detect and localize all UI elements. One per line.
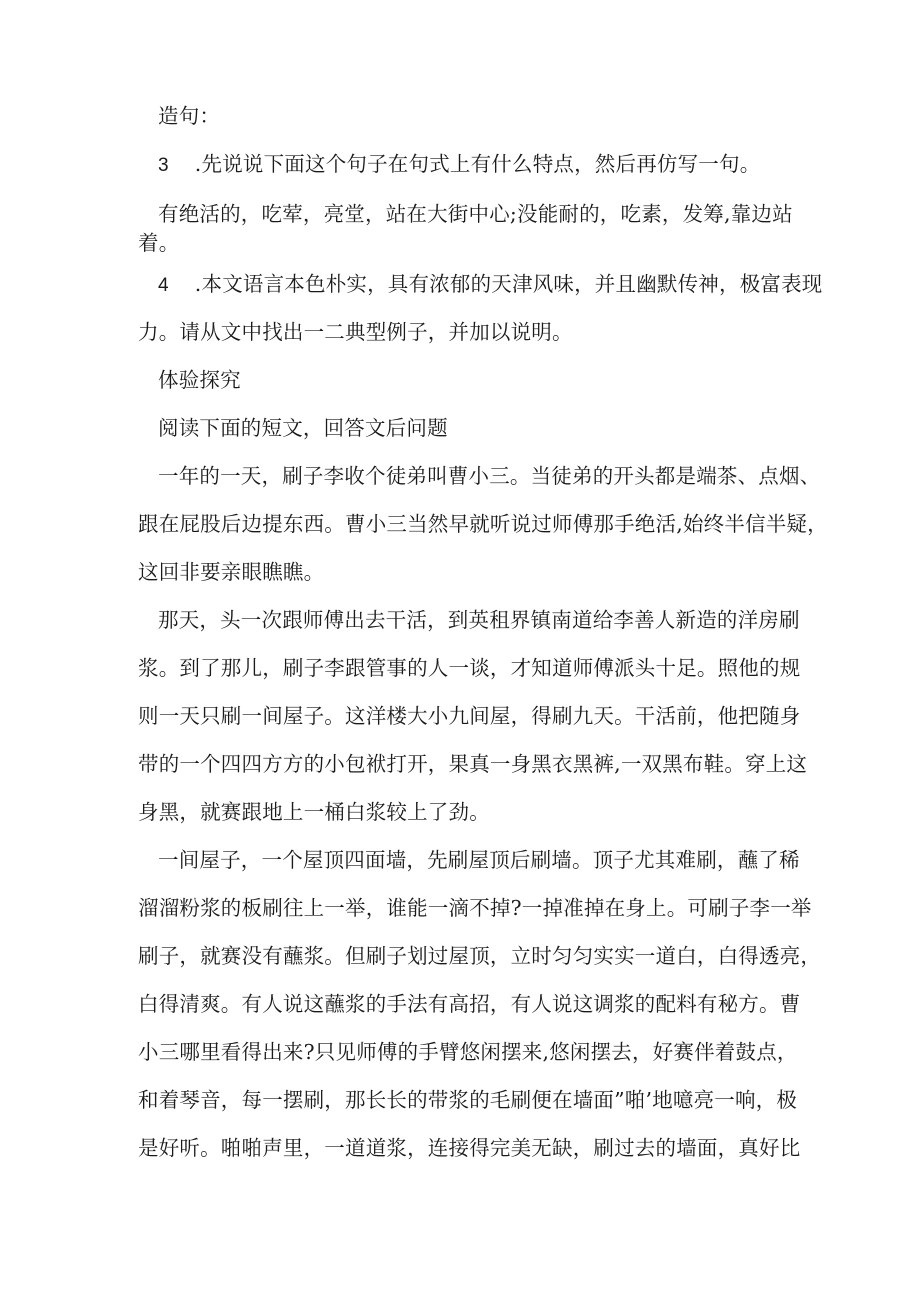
passage-p3-line-3: 刷子，就赛没有蘸浆。但刷子划过屋顶，立时匀匀实实一道白，白得透亮，: [138, 944, 822, 968]
reading-instruction: 阅读下面的短文，回答文后问题: [158, 416, 448, 440]
question-3: [158, 150, 760, 180]
passage-p2-line-5: 身黑，就赛跟地上一桶白浆较上了劲。: [138, 800, 490, 824]
question-4-line-2: 力。请从文中找出一二典型例子，并加以说明。: [138, 320, 573, 344]
example-sentence-line-1: 有绝活的，吃荤，亮堂，站在大街中心;没能耐的，吃素，发筹,靠边站: [158, 202, 793, 226]
passage-p2-line-3: 则一天只刷一间屋子。这洋楼大小九间屋，得刷九天。干活前，他把随身: [138, 704, 801, 728]
passage-p2-line-2: 浆。到了那儿，刷子李跟管事的人一谈，才知道师傅派头十足。照他的规: [138, 656, 801, 680]
passage-p2-line-1: 那天，头一次跟师傅出去干活，到英租界镇南道给李善人新造的洋房刷: [158, 608, 800, 632]
question-4-number: 4: [158, 275, 169, 296]
question-3-text: .先说说下面这个句子在句式上有什么特点，然后再仿写一句。: [194, 152, 761, 176]
heading-zaoju: 造句：: [158, 104, 221, 128]
section-title: 体验探究: [158, 368, 241, 392]
passage-p3-line-7: 是好听。啪啪声里，一道道浆，连接得完美无缺，刷过去的墙面，真好比: [138, 1136, 801, 1160]
passage-p1-line-2: 跟在屁股后边提东西。曹小三当然早就听说过师傅那手绝活,始终半信半疑，: [138, 512, 828, 536]
example-sentence-line-2: 着。: [138, 231, 180, 255]
passage-p3-line-5: 小三哪里看得出来?只见师傅的手臂悠闲摆来,悠闲摆去，好赛伴着鼓点，: [138, 1040, 798, 1064]
passage-p1-line-1: 一年的一天，刷子李收个徒弟叫曹小三。当徒弟的开头都是端茶、点烟、: [158, 464, 821, 488]
passage-p3-line-4: 白得清爽。有人说这蘸浆的手法有高招，有人说这调浆的配料有秘方。曹: [138, 992, 801, 1016]
question-4: [158, 270, 823, 300]
passage-p1-line-3: 这回非要亲眼瞧瞧。: [138, 560, 325, 584]
question-3-number: 3: [158, 155, 169, 176]
question-4-line-1: .本文语言本色朴实，具有浓郁的天津风味，并且幽默传神，极富表现: [194, 272, 823, 296]
passage-p3-line-6: 和着琴音，每一摆刷，那长长的带浆的毛刷便在墙面”啪’地噫亮一响，极: [138, 1088, 798, 1112]
passage-p2-line-4: 带的一个四四方方的小包袱打开，果真一身黑衣黑裤,一双黑布鞋。穿上这: [138, 752, 808, 776]
passage-p3-line-2: 溜溜粉浆的板刷往上一举，谁能一滴不掉?一掉准掉在身上。可刷子李一举: [138, 896, 812, 920]
passage-p3-line-1: 一间屋子，一个屋顶四面墙，先刷屋顶后刷墙。顶子尤其难刷，蘸了稀: [158, 848, 800, 872]
